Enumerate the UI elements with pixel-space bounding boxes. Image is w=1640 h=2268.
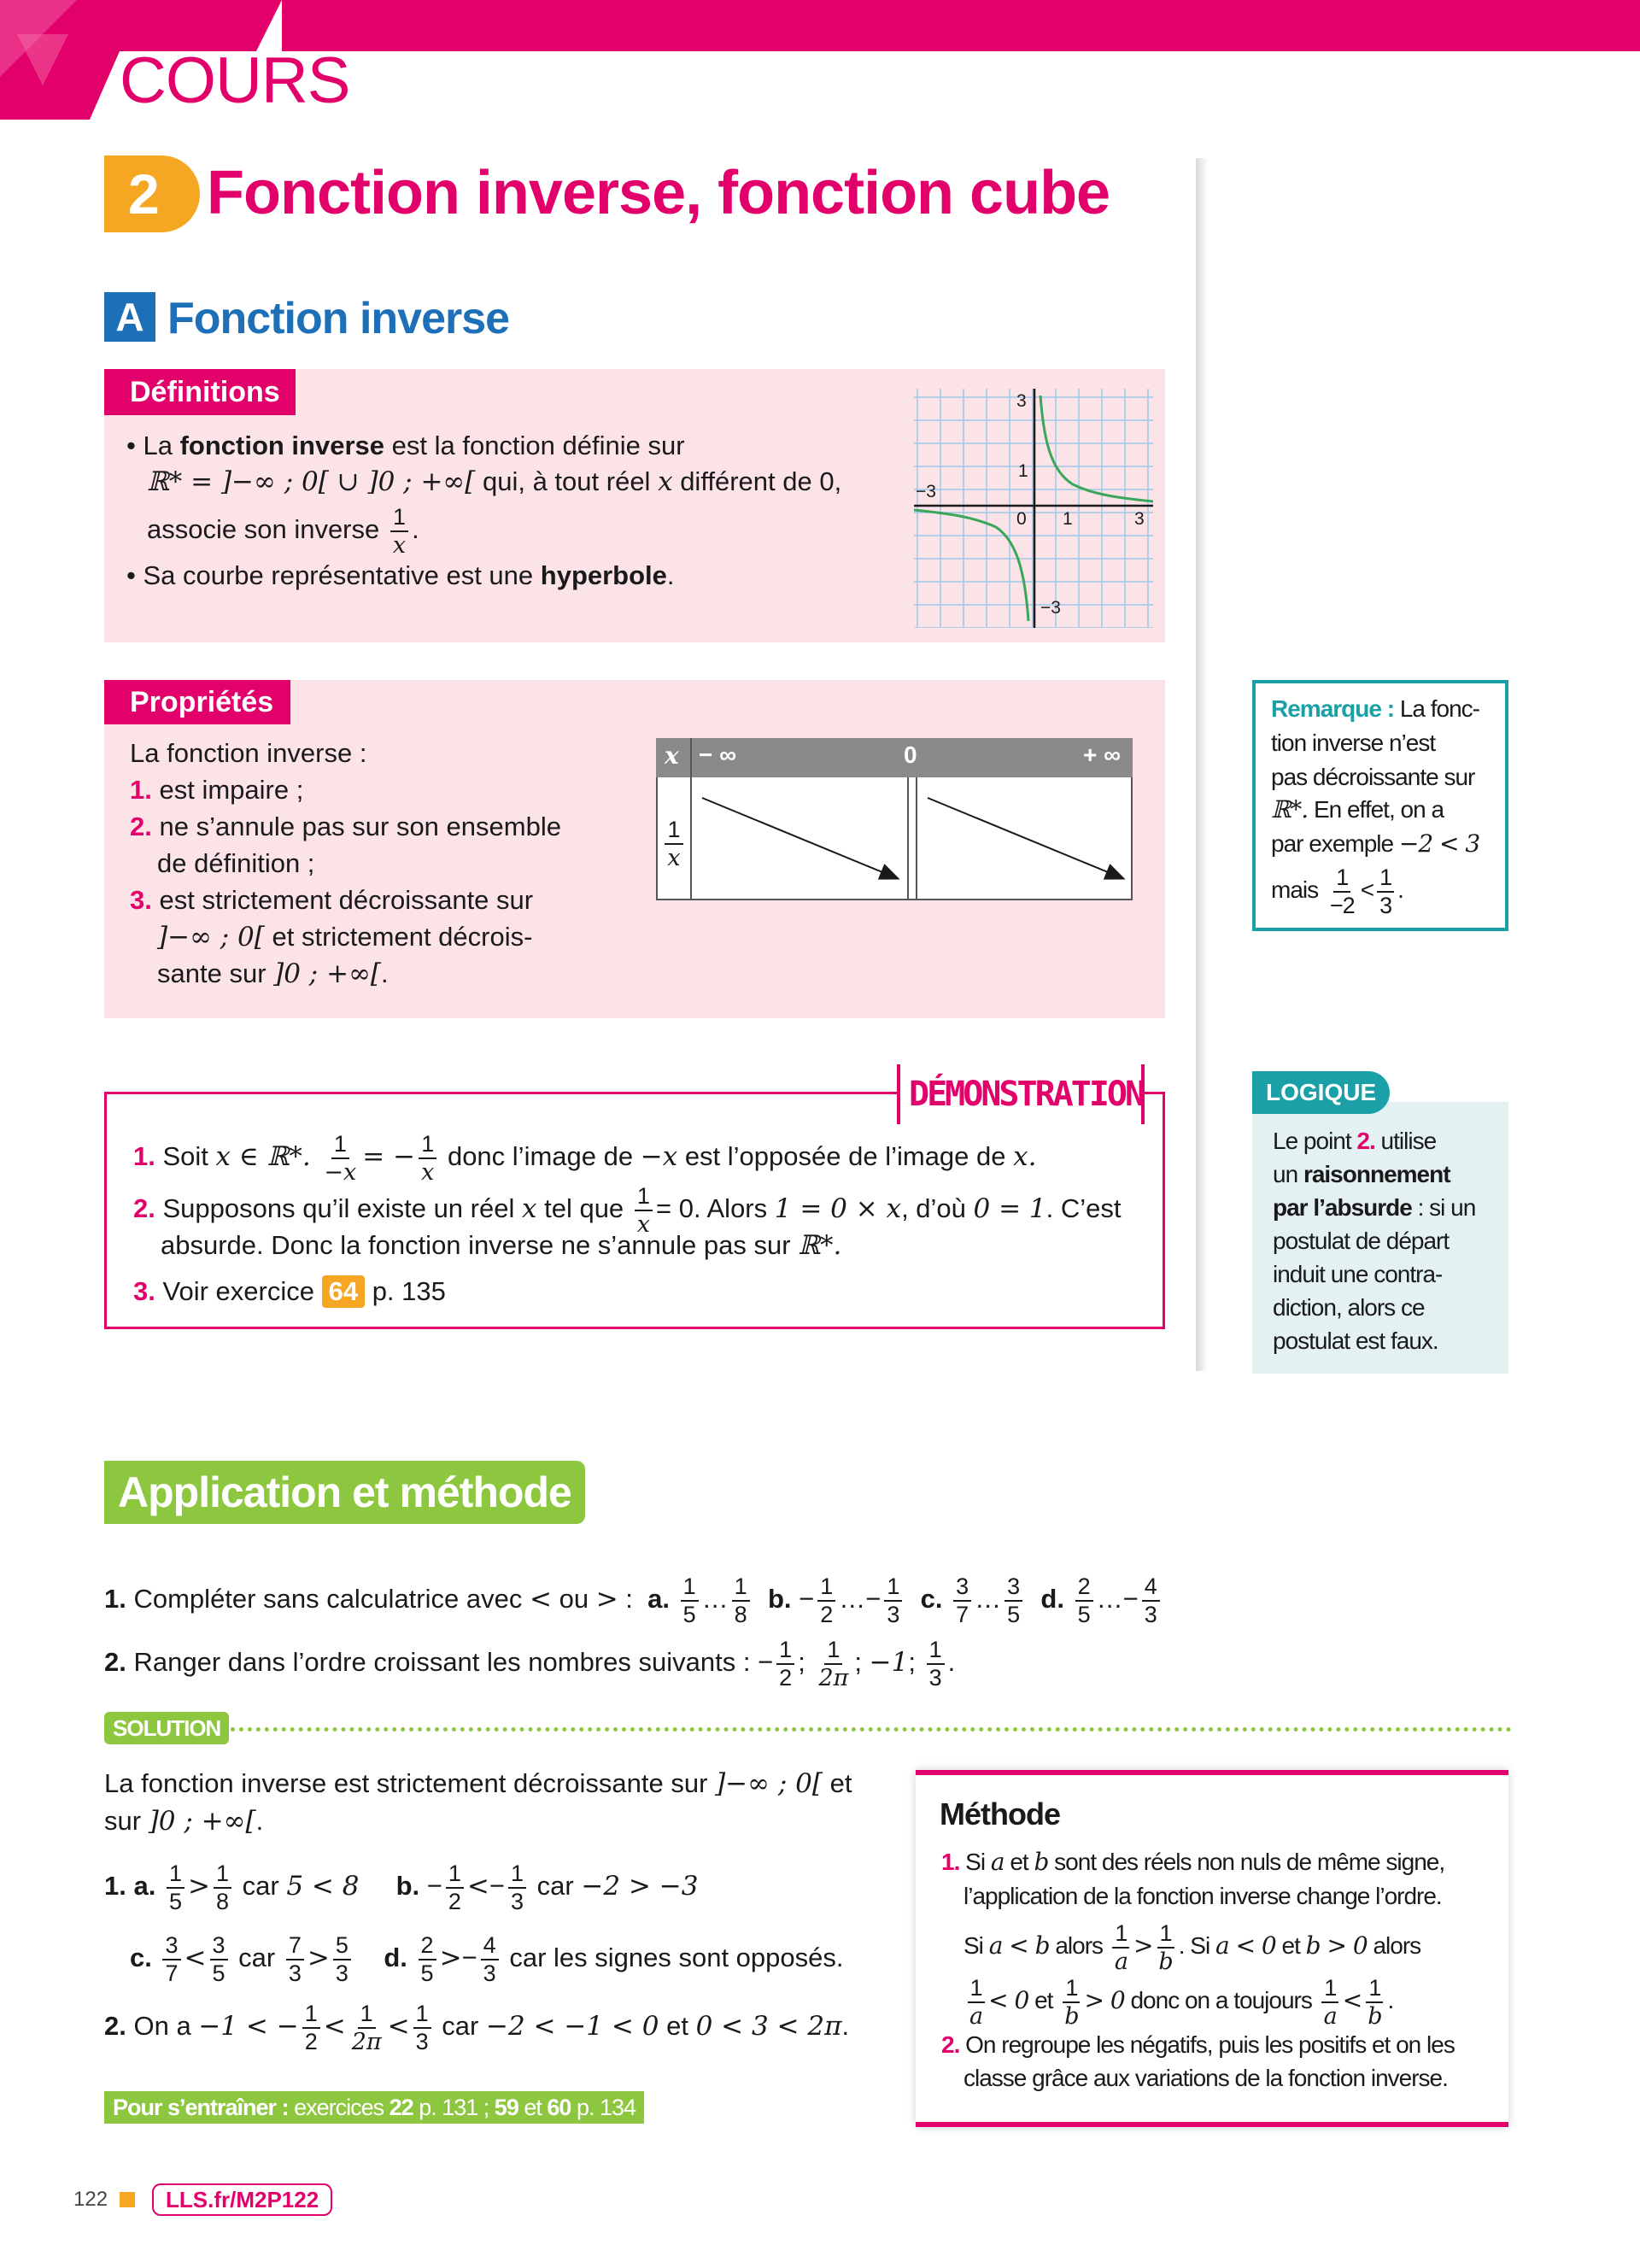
graph-tick-0: 0 xyxy=(1016,509,1027,529)
method-1-l4: $\frac{1}{a}$ < 0 et $\frac{1}{b}$ > 0 donc on a toujours $\frac{1}{a}$ < $\frac{1}{b}$ . xyxy=(964,1973,1393,2028)
graph-tick-ym3: −3 xyxy=(1040,598,1061,618)
solution-intro-2: sur ]0 ; +∞[. xyxy=(104,1806,264,1837)
header-bar xyxy=(282,0,1640,51)
vt-minus-inf: − ∞ xyxy=(699,741,737,768)
solution-1ab: 1. a. $\frac{1}{5}$ > $\frac{1}{8}$ car 5 < 8 b. − $\frac{1}{2}$ <− $\frac{1}{3}$ car −2 > −3 xyxy=(104,1860,699,1914)
demo-2: 2. Supposons qu’il existe un réel x tel que $\frac{1}{x}$ = 0. Alors 1 = 0 × x, d’où 0 = 1. C’est xyxy=(133,1182,1122,1238)
graph-tick-x3: 3 xyxy=(1134,509,1145,529)
method-1-l3: Si a < b alors $\frac{1}{a}$ > $\frac{1}{b}$ . Si a < 0 et b > 0 alors xyxy=(964,1919,1421,1975)
logic-l2: un raisonnement xyxy=(1273,1161,1450,1187)
logic-l6: diction, alors ce xyxy=(1273,1294,1425,1321)
demo-2b: absurde. Donc la fonction inverse ne s’annule pas sur ℝ*. xyxy=(161,1230,842,1261)
solution-2: 2. On a −1 < − $\frac{1}{2}$ < $\frac{1}{2\pi}$ < $\frac{1}{3}$ car −2 < −1 < 0 et 0 < 3 < 2π. xyxy=(104,2000,850,2055)
graph-tick-y3: 3 xyxy=(1016,391,1027,411)
logic-l4: postulat de départ xyxy=(1273,1228,1450,1254)
remark-l1: Remarque : La fonc- xyxy=(1271,695,1479,722)
definition-inverse: associe son inverse $\frac{1}{x}$ . xyxy=(147,503,419,559)
method-title: Méthode xyxy=(940,1796,1060,1831)
vt-function-label: $\frac{1}{x}$ xyxy=(658,818,690,870)
property-1: 1. est impaire ; xyxy=(130,775,304,805)
question-2: 2. Ranger dans l’ordre croissant les nombres suivants : − $\frac{1}{2}$ ; $\frac{1}{2\pi}$ ; −1; $\frac{1}{3}$ . xyxy=(104,1636,956,1691)
vt-arrows xyxy=(692,777,1131,900)
chapter-number: 2 xyxy=(128,162,160,226)
footer-link[interactable]: LLS.fr/M2P122 xyxy=(152,2183,332,2216)
definition-bullet-2: • Sa courbe représentative est une hyperbole. xyxy=(126,560,675,590)
logic-l7: postulat est faux. xyxy=(1273,1327,1438,1354)
property-2b: de définition ; xyxy=(157,848,315,878)
method-1-l1: 1. Si a et b sont des réels non nuls de même signe, xyxy=(941,1848,1445,1876)
application-title: Application et méthode xyxy=(104,1461,585,1524)
graph-tick-x1: 1 xyxy=(1063,509,1073,529)
logic-label: LOGIQUE xyxy=(1252,1071,1390,1114)
logic-l3: par l’absurde : si un xyxy=(1273,1194,1476,1221)
solution-label: SOLUTION xyxy=(104,1712,229,1744)
property-3b: ]−∞ ; 0[ et strictement décrois- xyxy=(157,922,533,952)
hyperbola-graph xyxy=(914,389,1153,628)
solution-1cd: c. $\frac{3}{7}$ < $\frac{3}{5}$ car $\frac{7}{3}$ > $\frac{5}{3}$ d. $\frac{2}{5}$ >− $\frac{4}{3}$ car les signes sont opposés. xyxy=(130,1931,844,1986)
vt-x-label: x xyxy=(665,741,679,770)
property-3c: sante sur ]0 ; +∞[. xyxy=(157,958,389,989)
subsection-letter: A xyxy=(115,295,144,339)
vt-zero: 0 xyxy=(904,741,917,768)
graph-tick-xm3: −3 xyxy=(916,482,936,501)
vt-plus-inf: + ∞ xyxy=(1083,741,1122,768)
page-number: 122 xyxy=(73,2188,108,2211)
chapter-title: Fonction inverse, fonction cube xyxy=(207,159,1110,227)
method-1-l2: l’application de la fonction inverse change l’ordre. xyxy=(964,1883,1442,1909)
definition-bullet-1: • La fonction inverse est la fonction définie sur xyxy=(126,431,685,460)
exercise-badge[interactable]: 64 xyxy=(322,1275,365,1308)
course-panel-shadow xyxy=(1196,158,1208,1371)
remark-l5: par exemple −2 < 3 xyxy=(1271,829,1480,858)
solution-intro-1: La fonction inverse est strictement décroissante sur ]−∞ ; 0[ et xyxy=(104,1768,852,1799)
definitions-label: Définitions xyxy=(104,369,296,415)
method-2-l2: classe grâce aux variations de la fonction inverse. xyxy=(964,2065,1448,2091)
remark-l4: ℝ*. En effet, on a xyxy=(1271,795,1444,823)
properties-intro: La fonction inverse : xyxy=(130,738,367,768)
property-3a: 3. est strictement décroissante sur xyxy=(130,885,534,915)
definition-domain: ℝ* = ]−∞ ; 0[ ∪ ]0 ; +∞[ qui, à tout réel x différent de 0, xyxy=(147,466,842,497)
section-label: COURS xyxy=(120,44,350,117)
solution-dotted-rule xyxy=(231,1727,1512,1732)
logic-l1: Le point 2. utilise xyxy=(1273,1128,1437,1154)
practice-banner[interactable]: Pour s’entraîner : exercices 22 p. 131 ; 59 et 60 p. 134 xyxy=(104,2091,644,2124)
subsection-title: Fonction inverse xyxy=(167,294,510,343)
demo-3: 3. Voir exercice 64 p. 135 xyxy=(133,1276,446,1306)
property-2a: 2. ne s’annule pas sur son ensemble xyxy=(130,812,561,841)
remark-l2: tion inverse n’est xyxy=(1271,730,1436,756)
demo-1: 1. Soit x ∈ ℝ*. $\frac{1}{-x}$ = − $\frac{1}{x}$ donc l’image de −x est l’opposée de l’image de x. xyxy=(133,1130,1037,1186)
logic-l5: induit une contra- xyxy=(1273,1261,1443,1287)
properties-label: Propriétés xyxy=(104,680,290,724)
graph-tick-y1: 1 xyxy=(1018,461,1028,481)
page-square-icon xyxy=(120,2192,135,2207)
remark-l6: mais $\frac{1}{-2}$ < $\frac{1}{3}$ . xyxy=(1271,864,1403,918)
question-1: 1. Compléter sans calculatrice avec < ou > : a. $\frac{1}{5}$ … $\frac{1}{8}$ b. − $\frac{1}{2}$ …− $\frac{1}{3}$ c. $\frac{3}{7}$ … $\frac{3}{5}$ d. $\frac{2}{5}$ …− $\frac{4}{3}$ xyxy=(104,1568,1163,1630)
method-2-l1: 2. On regroupe les négatifs, puis les positifs et on les xyxy=(941,2031,1455,2058)
demonstration-label: DÉMONSTRATION xyxy=(909,1075,1144,1114)
remark-l3: pas décroissante sur xyxy=(1271,764,1475,790)
